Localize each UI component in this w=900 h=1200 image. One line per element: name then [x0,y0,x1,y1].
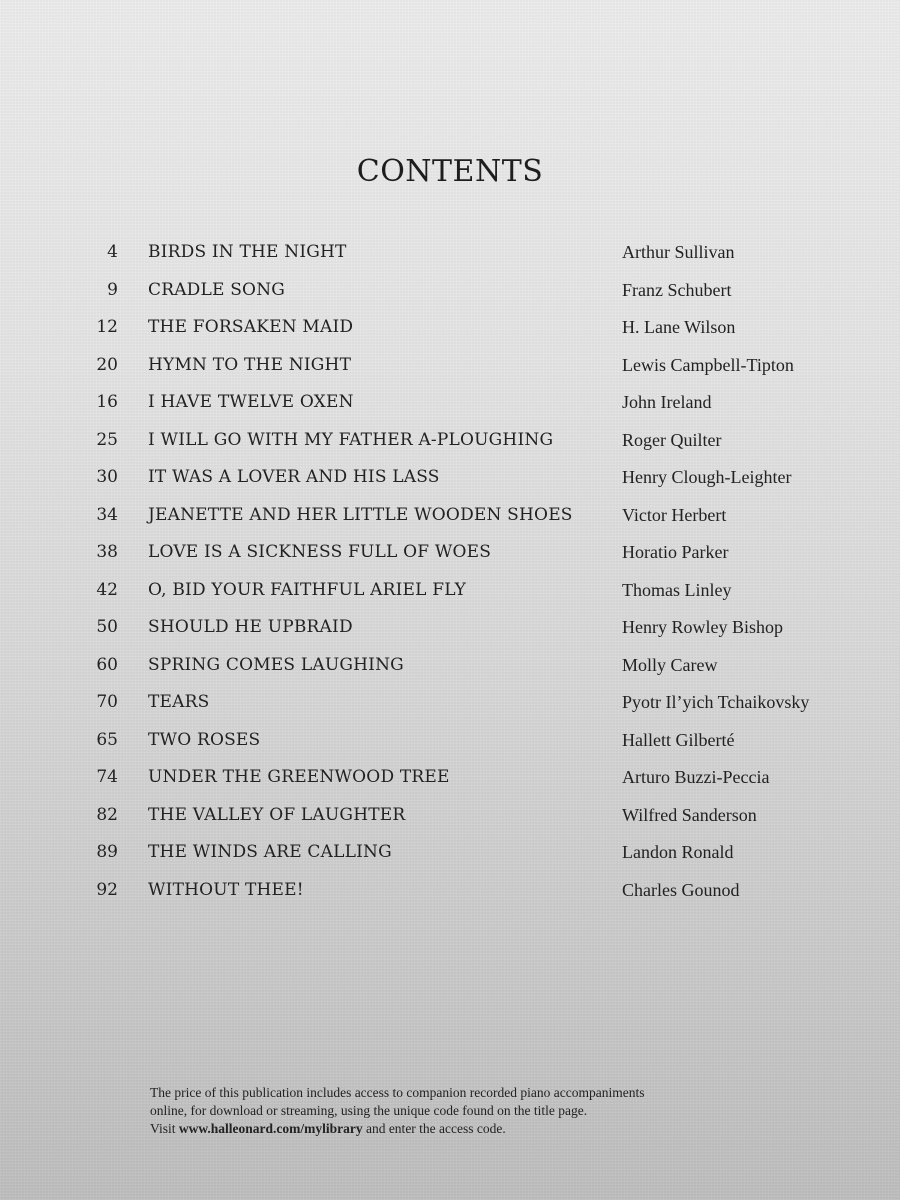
toc-song-title: CRADLE SONG [148,279,286,300]
toc-song-title: LOVE IS A SICKNESS FULL OF WOES [148,542,492,562]
toc-page-number: 89 [96,842,118,862]
toc-entry [0,684,900,722]
library-url-link[interactable]: www.halleonard.com/mylibrary [178,1121,363,1136]
toc-song-title: HYMN TO THE NIGHT [148,354,352,375]
toc-composer: Henry Clough-Leighter [622,467,792,487]
toc-composer: Horatio Parker [622,542,729,562]
toc-page-number: 20 [96,354,118,375]
notice-line-3 [150,1120,770,1138]
toc-composer: Pyotr Il’yich Tchaikovsky [622,692,810,712]
toc-song-title: WITHOUT THEE! [148,879,304,900]
toc-song-title: SPRING COMES LAUGHING [148,654,404,675]
toc-song-title: THE VALLEY OF LAUGHTER [148,804,406,825]
toc-song-title: I WILL GO WITH MY FATHER A-PLOUGHING [148,429,554,450]
toc-entry [0,384,900,422]
toc-entry [0,722,900,760]
toc-page-number: 4 [107,242,118,262]
toc-composer: Hallett Gilberté [622,729,735,750]
toc-composer: Wilfred Sanderson [622,804,757,825]
toc-entry [0,272,900,310]
toc-entry [0,572,900,610]
toc-song-title: UNDER THE GREENWOOD TREE [148,767,450,787]
toc-composer: Landon Ronald [622,842,734,862]
toc-song-title: BIRDS IN THE NIGHT [148,242,347,262]
toc-page-number: 65 [96,729,118,750]
toc-entry [0,347,900,385]
access-notice [150,1084,770,1138]
toc-song-title: TWO ROSES [148,729,261,750]
notice-visit-text: Visit [150,1121,179,1136]
toc-entry [0,497,900,535]
toc-page-number: 82 [96,804,118,825]
toc-entry [0,647,900,685]
toc-page-number: 9 [107,279,118,300]
toc-page-number: 74 [96,767,118,787]
toc-entry [0,797,900,835]
toc-song-title: SHOULD HE UPBRAID [148,617,353,637]
toc-composer: John Ireland [622,392,712,412]
toc-page-number: 30 [96,467,118,487]
toc-page-number: 34 [96,504,118,525]
toc-entry [0,759,900,797]
toc-page-number: 25 [96,429,118,450]
toc-song-title: O, BID YOUR FAITHFUL ARIEL FLY [148,579,467,600]
toc-song-title: IT WAS A LOVER AND HIS LASS [148,467,440,487]
toc-page-number: 50 [96,617,118,637]
toc-composer: Lewis Campbell-Tipton [622,354,794,375]
toc-page-number: 16 [96,392,118,412]
toc-entry [0,459,900,497]
toc-composer: H. Lane Wilson [622,317,736,337]
toc-page-number: 60 [96,654,118,675]
toc-song-title: JEANETTE AND HER LITTLE WOODEN SHOES [148,504,573,525]
page-title: CONTENTS [356,154,544,189]
toc-song-title: I HAVE TWELVE OXEN [148,392,354,412]
toc-composer: Charles Gounod [622,879,740,900]
toc-entry [0,534,900,572]
toc-page-number: 70 [96,692,118,712]
toc-song-title: THE WINDS ARE CALLING [148,842,392,862]
toc-composer: Roger Quilter [622,429,722,450]
toc-entry [0,422,900,460]
toc-composer: Victor Herbert [622,504,727,525]
toc-composer: Molly Carew [622,654,718,675]
toc-entry [0,609,900,647]
toc-entry [0,234,900,272]
toc-page-number: 92 [96,879,118,900]
contents-list [0,234,900,909]
toc-composer: Arturo Buzzi-Peccia [622,767,770,787]
toc-song-title: TEARS [148,692,210,712]
notice-access-text: and enter the access code. [362,1121,506,1136]
toc-entry [0,309,900,347]
toc-entry [0,834,900,872]
toc-composer: Franz Schubert [622,279,732,300]
toc-composer: Henry Rowley Bishop [622,617,783,637]
toc-page-number: 12 [96,317,118,337]
notice-line-1: The price of this publication includes access to companion recorded piano accompaniments [150,1085,645,1100]
toc-page-number: 38 [96,542,118,562]
toc-composer: Arthur Sullivan [622,242,735,262]
toc-song-title: THE FORSAKEN MAID [148,317,354,337]
toc-page-number: 42 [96,579,118,600]
notice-line-2: online, for download or streaming, using the unique code found on the title page. [150,1103,588,1118]
toc-composer: Thomas Linley [622,579,732,600]
toc-entry [0,872,900,910]
